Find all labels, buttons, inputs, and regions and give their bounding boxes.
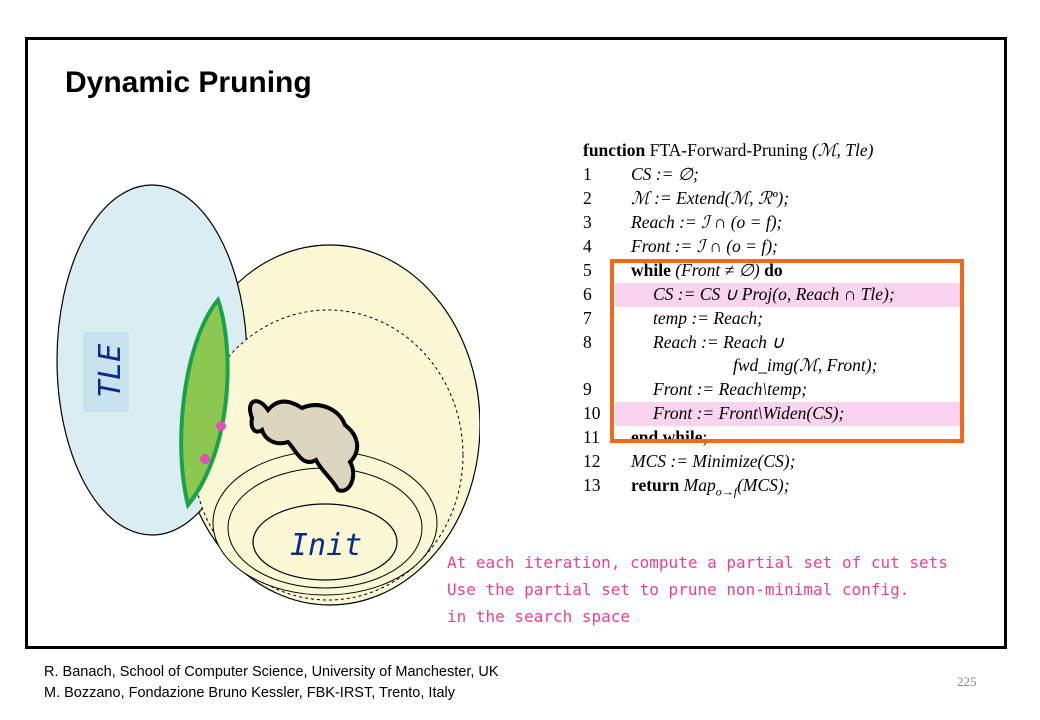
end-while-keyword: end while [631, 427, 703, 447]
line-code: Reach := Reach ∪ [653, 332, 785, 352]
page-number: 225 [957, 674, 977, 689]
slide-title: Dynamic Pruning [65, 66, 312, 99]
while-keyword: while [631, 260, 671, 280]
map-argument: (MCS); [737, 475, 790, 495]
algorithm-header [583, 140, 874, 161]
algo-line [583, 164, 963, 188]
line-code [631, 475, 790, 500]
do-keyword: do [764, 260, 783, 280]
algo-line [583, 475, 963, 499]
algo-line [583, 236, 963, 260]
line-number: 1 [583, 164, 592, 184]
line-number: 8 [583, 332, 592, 352]
line-code: CS := CS ∪ Proj(o, Reach ∩ Tle); [653, 284, 895, 304]
note-line: At each iteration, compute a partial set of cut sets [447, 553, 948, 572]
line-number: 6 [583, 284, 592, 304]
line-number: 5 [583, 260, 592, 280]
line-number: 10 [583, 403, 601, 423]
line-number: 13 [583, 475, 601, 495]
function-name: FTA-Forward-Pruning [649, 140, 808, 160]
init-label: Init [290, 528, 363, 563]
line-code: Front := Reach\temp; [653, 379, 808, 399]
line-code: CS := ∅; [631, 164, 699, 184]
note-line: in the search space [447, 607, 631, 626]
return-keyword: return [631, 475, 680, 495]
algo-line [583, 188, 963, 212]
line-number: 9 [583, 379, 592, 399]
cut-set-dot [200, 454, 210, 464]
line-number: 4 [583, 236, 592, 256]
map-subscript: o→f [715, 484, 738, 499]
while-loop-box [610, 259, 964, 443]
line-code: MCS := Minimize(CS); [631, 451, 796, 471]
pruning-diagram [40, 150, 480, 620]
line-code: Front := ℐ ∩ (o = f); [631, 236, 778, 256]
line-code: fwd_img(ℳ, Front); [733, 355, 878, 375]
function-keyword: function [583, 140, 646, 160]
line-code: ℳ := Extend(ℳ, ℛº); [631, 188, 790, 208]
note-line: Use the partial set to prune non-minimal config. [447, 580, 910, 599]
tle-label: TLE [93, 343, 128, 398]
credit-line: R. Banach, School of Computer Science, University of Manchester, UK [44, 664, 499, 680]
line-number: 7 [583, 308, 592, 328]
line-number: 12 [583, 451, 601, 471]
line-number: 2 [583, 188, 592, 208]
line-number: 3 [583, 212, 592, 232]
while-condition: (Front ≠ ∅) [675, 260, 760, 280]
line-number: 11 [583, 427, 600, 447]
line-code: Front := Front\Widen(CS); [653, 403, 845, 423]
algo-line [583, 212, 963, 236]
function-args: (ℳ, Tle) [812, 140, 874, 160]
cut-set-dot [216, 421, 226, 431]
credit-line: M. Bozzano, Fondazione Bruno Kessler, FBK-IRST, Trento, Italy [44, 685, 456, 701]
end-while-semicolon: ; [702, 427, 708, 447]
line-code: Reach := ℐ ∩ (o = f); [631, 212, 783, 232]
algo-line [583, 451, 963, 475]
credits [44, 662, 499, 704]
line-code: temp := Reach; [653, 308, 763, 328]
map-function: Map [683, 475, 716, 495]
notes [447, 549, 948, 630]
